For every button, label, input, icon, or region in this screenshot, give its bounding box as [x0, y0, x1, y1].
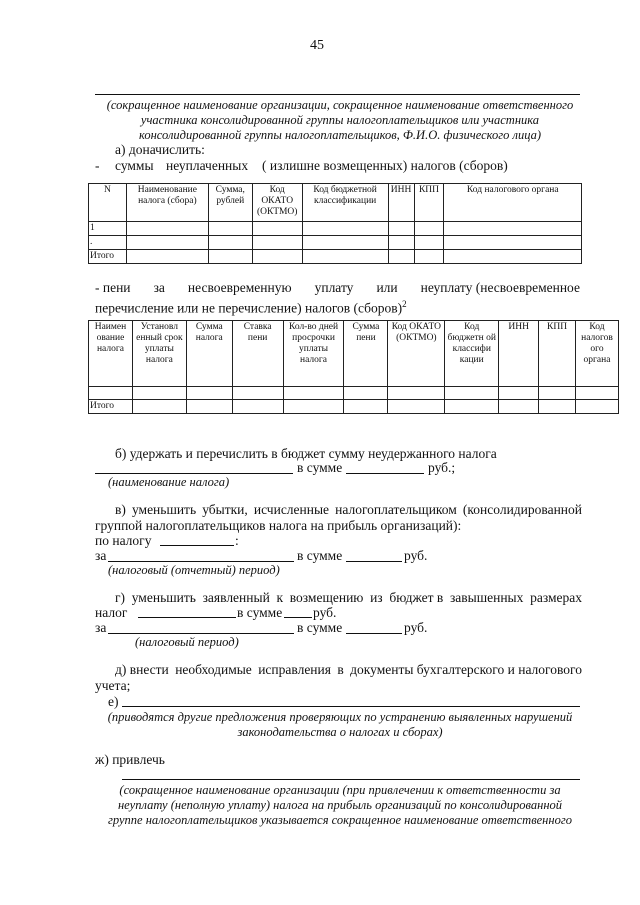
- th-overdue-days: Кол-во дней просрочки уплаты налога: [283, 321, 344, 387]
- proposals-caption-2: законодательства о налогах и сборах): [237, 725, 443, 739]
- th-kbk: Код бюджетн ой классифи кации: [445, 321, 499, 387]
- table-row: [89, 236, 582, 250]
- page-number: 45: [310, 38, 324, 53]
- sum-blank: [346, 561, 402, 562]
- org-name-line: [95, 94, 580, 95]
- th-tax-authority: Код налогового органа: [444, 184, 582, 222]
- th-kpp: КПП: [539, 321, 576, 387]
- za-label: за: [95, 548, 107, 563]
- section-a-label: а) доначислить:: [115, 142, 205, 157]
- th-tax-authority: Код налогов ого органа: [576, 321, 619, 387]
- section-d-line-2: учета;: [95, 678, 131, 693]
- section-zh-label: ж) привлечь: [95, 752, 165, 767]
- in-sum-label: в сумме: [237, 605, 283, 620]
- taxes-word-1: суммы: [115, 158, 154, 173]
- sum-blank: [284, 617, 312, 618]
- taxes-dash: -: [95, 158, 100, 173]
- penalty-table: [88, 320, 619, 414]
- th-okato: Код ОКАТО (ОКТМО): [388, 321, 445, 387]
- period-caption: (налоговый период): [135, 635, 239, 649]
- th-sum-rub: Сумма, рублей: [208, 184, 252, 222]
- colon: :: [235, 533, 239, 548]
- by-tax-label: по налогу: [95, 533, 152, 548]
- table-row: [89, 222, 582, 236]
- rub-label: руб.: [313, 605, 337, 620]
- top-caption-2: участника консолидированной группы налогоплательщиков или участника: [140, 113, 540, 127]
- proposals-caption-1: (приводятся другие предложения проверяющих по устранению выявленных нарушений: [107, 710, 573, 724]
- table-row-total: [89, 250, 582, 264]
- th-kbk: Код бюджетной классификации: [302, 184, 388, 222]
- org-caption-2: неуплату (неполную уплату) налога на прибыль организаций по консолидированной: [117, 798, 563, 812]
- by-tax-blank: [160, 545, 234, 546]
- rub-label-2: руб.: [404, 620, 428, 635]
- th-okato: Код ОКАТО (ОКТМО): [252, 184, 302, 222]
- rub-label: руб.: [404, 548, 428, 563]
- section-b-line: б) удержать и перечислить в бюджет сумму неудержанного налога: [115, 446, 497, 461]
- th-inn: ИНН: [499, 321, 539, 387]
- in-sum-label: в сумме: [297, 460, 343, 475]
- sum-blank-2: [346, 633, 402, 634]
- section-v-line-1: в) уменьшить убытки, исчисленные налогоплательщиком (консолидированной: [115, 502, 582, 517]
- row-num: .: [89, 236, 127, 250]
- taxes-table: [88, 183, 582, 264]
- org-caption-1: (сокращенное наименование организации (при привлечении к ответственности за: [119, 783, 561, 797]
- section-d-line-1: д) внести необходимые исправления в документы бухгалтерского и налогового: [115, 662, 582, 677]
- taxes-word-3: ( излишне возмещенных) налогов (сборов): [262, 158, 508, 173]
- table-row-total: [89, 400, 619, 414]
- th-tax-name: Наименование налога (сбора): [126, 184, 208, 222]
- section-e-label: е): [108, 694, 119, 709]
- rub-label: руб.;: [428, 460, 456, 475]
- proposals-blank: [122, 706, 580, 707]
- tax-name-caption: (наименование налога): [108, 475, 230, 489]
- th-tax-sum: Сумма налога: [186, 321, 232, 387]
- footnote-marker: 2: [402, 299, 407, 309]
- top-caption-3: консолидированной группы налогоплательщиков, Ф.И.О. физического лица): [138, 128, 542, 142]
- org-blank: [122, 779, 580, 780]
- table-row: [89, 387, 619, 400]
- th-kpp: КПП: [414, 184, 444, 222]
- tax-label: налог: [95, 605, 128, 620]
- tax-blank: [138, 617, 236, 618]
- th-due-date: Установл енный срок уплаты налога: [132, 321, 186, 387]
- penalty-line-1: - пени за несвоевременную уплату или неуплату (несвоевременное: [95, 280, 580, 295]
- top-caption-1: (сокращенное наименование организации, сокращенное наименование ответственного: [106, 98, 574, 112]
- row-total-label: Итого: [89, 400, 133, 414]
- za-label: за: [95, 620, 107, 635]
- period-caption: (налоговый (отчетный) период): [108, 563, 280, 577]
- sum-blank: [346, 473, 424, 474]
- in-sum-label: в сумме: [297, 548, 343, 563]
- section-v-line-2: группой налогоплательщиков налога на прибыль организаций):: [95, 518, 462, 533]
- th-penalty-sum: Сумма пени: [344, 321, 388, 387]
- in-sum-label-2: в сумме: [297, 620, 343, 635]
- th-n: N: [89, 184, 127, 222]
- th-tax-name: Наимен ование налога: [89, 321, 133, 387]
- row-total-label: Итого: [89, 250, 127, 264]
- taxes-word-2: неуплаченных: [166, 158, 249, 173]
- row-num: 1: [89, 222, 127, 236]
- th-penalty-rate: Ставка пени: [232, 321, 283, 387]
- th-inn: ИНН: [388, 184, 414, 222]
- section-g-line-1: г) уменьшить заявленный к возмещению из бюджет в завышенных размерах: [115, 590, 582, 605]
- org-caption-3: группе налогоплательщиков указывается сокращенное наименование ответственного: [108, 813, 572, 827]
- penalty-line-2: перечисление или не перечисление) налогов (сборов)$^2$: [95, 299, 407, 316]
